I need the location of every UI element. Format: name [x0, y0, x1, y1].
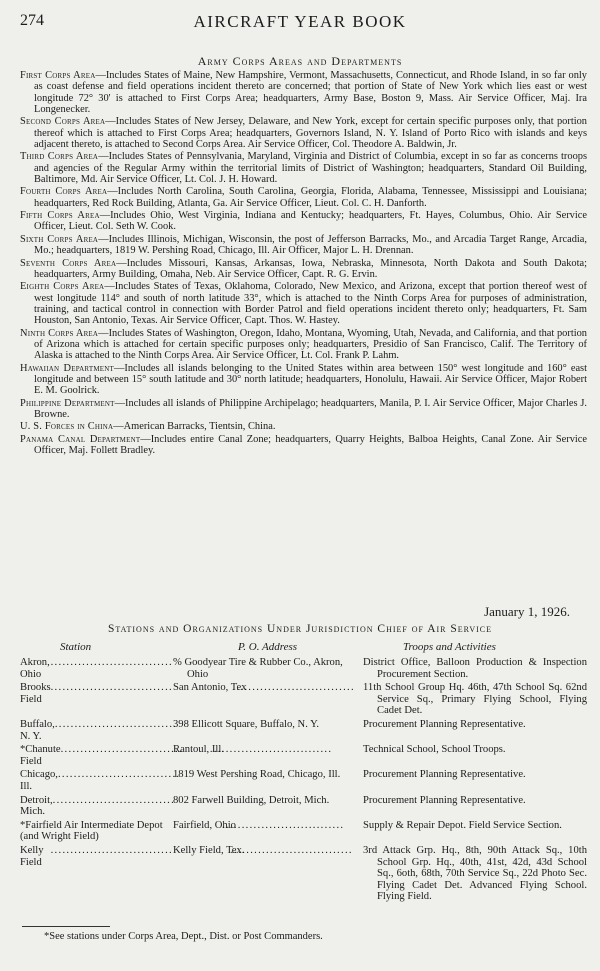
- corps-area-entry: Third Corps Area—Includes States of Pennsylvania, Maryland, Virginia and District of Columbia, except in so far as concerns troops and agencies of the Regular Army within the territorial limits of District of Washington; headquarters, Standard Oil Building, Baltimore, Md. Air Service Officer, Lt. Col. J. H. Howard.: [20, 151, 587, 186]
- section-title-stations: Stations and Organizations Under Jurisdiction Chief of Air Service: [107, 623, 493, 635]
- table-row: Buffalo, N. Y. ............................... 398 Ellicott Square, Buffalo, N. Y. Procurement Planning Representative.: [20, 719, 587, 742]
- station-activities: Supply & Repair Depot. Field Service Section.: [363, 819, 562, 831]
- station-address: 1819 West Pershing Road, Chicago, Ill.: [173, 769, 341, 781]
- running-header: [20, 12, 580, 34]
- station-activities: Procurement Planning Representative.: [363, 769, 526, 781]
- corps-area-entry: Ninth Corps Area—Includes States of Washington, Oregon, Idaho, Montana, Wyoming, Utah, Nevada, and California, and that portion of Arizona which is attached for certain specific purposes only; headquarters, Presidio of San Francisco, Calif. The Territory of Alaska is attached to the Ninth Corps Area. Air Service Officer, Lt. Col. Frank P. Lahm.: [20, 327, 587, 362]
- column-header-station: Station: [60, 641, 92, 653]
- department-entry: Philippine Department—Includes all islands of Philippine Archipelago; headquarters, Manila, P. I. Air Service Officer, Major Charles J. Browne.: [20, 397, 587, 420]
- table-row: Detroit, Mich. ............................... 802 Farwell Building, Detroit, Mich. Procurement Planning Representative.: [20, 795, 587, 818]
- station-activities: Procurement Planning Representative.: [363, 794, 526, 806]
- corps-area-entry: Sixth Corps Area—Includes Illinois, Michigan, Wisconsin, the post of Jefferson Barracks, Mo., and Arcadia Target Range, Arcadia, Mo.; headquarters, 1819 W. Pershing Road, Chicago, Ill. Air Officer, Major L. H. Drennan.: [20, 233, 587, 257]
- table-row: Kelly Field ............................... Kelly Field, Tex. ............................... 3rd Attack Grp. Hq., 8th, 90th Attack Sq., 10th School Grp. Hq., 40th, 41st, 42d, 43d School Sq., 6oth, 68th, 70th Service Sq., 22d Photo Sec. Flying Cadet Det. Advanced Flying School. Flying Field.: [20, 844, 587, 903]
- station-address: Kelly Field, Tex.: [173, 844, 245, 856]
- station-activities: 11th School Group Hq. 46th, 47th School Sq. 62nd Service Sq., Primary Flying School, Flying Cadet Det.: [363, 682, 587, 717]
- table-row: *Fairfield Air Intermediate Depot (and Wright Field) Fairfield, Ohio ............................... Supply & Repair Depot. Field Service Section.: [20, 820, 587, 843]
- corps-area-entry: First Corps Area—Includes States of Maine, New Hampshire, Vermont, Massachusetts, Connecticut, and Rhode Island, in so far only as coast defense and field operations incident thereto are concerned; that portion of State of New York which lies east or west longitude 72° 30' is attached to First Corps Area; headquarters, Army Base, Boston 9, Mass. Air Service Officer, Maj. Ira Longenecker.: [20, 70, 587, 116]
- station-activities: 3rd Attack Grp. Hq., 8th, 90th Attack Sq., 10th School Grp. Hq., 40th, 41st, 42d, 43d School Sq., 6oth, 68th, 70th Service Sq., 22d Photo Sec. Flying Cadet Det. Advanced Flying School. Flying Field.: [363, 844, 587, 903]
- corps-areas-list: [20, 70, 587, 457]
- station-address: % Goodyear Tire & Rubber Co., Akron, Ohio: [173, 657, 343, 680]
- department-entry: U. S. Forces in China—American Barracks, Tientsin, China.: [20, 421, 276, 433]
- page-number: 274: [20, 12, 44, 29]
- station-activities: Procurement Planning Representative.: [363, 718, 526, 730]
- stations-table: [20, 657, 587, 905]
- column-header-troops: Troops and Activities: [403, 641, 496, 653]
- station-address: 398 Ellicott Square, Buffalo, N. Y.: [173, 718, 320, 730]
- corps-area-entry: Seventh Corps Area—Includes Missouri, Kansas, Arkansas, Iowa, Nebraska, Minnesota, North Dakota and South Dakota; headquarters, Army Building, Omaha, Neb. Air Service Officer, Capt. R. G. Ervin.: [20, 257, 587, 280]
- station-name: Kelly Field: [20, 844, 44, 868]
- corps-area-entry: Fifth Corps Area—Includes Ohio, West Virginia, Indiana and Kentucky; headquarters, Ft. Hayes, Columbus, Ohio. Air Service Officer, Lieut. Col. Seth W. Cook.: [20, 210, 587, 233]
- section-title-corps-areas: Army Corps Areas and Departments: [197, 54, 403, 68]
- station-name: Chicago, Ill.: [20, 769, 58, 792]
- station-name: Detroit, Mich.: [20, 794, 53, 818]
- table-row: Brooks Field ............................... San Antonio, Tex ............................... 11th School Group Hq. 46th, 47th School Sq. 62nd Service Sq., Primary Flying School, Flying Cadet Det.: [20, 682, 587, 717]
- table-row: Chicago, Ill. ............................... 1819 West Pershing Road, Chicago, Ill. Procurement Planning Representative.: [20, 769, 587, 792]
- column-header-address: P. O. Address: [238, 641, 298, 653]
- corps-area-entry: Fourth Corps Area—Includes North Carolina, South Carolina, Georgia, Florida, Alabama, Tennessee, Mississippi and Louisiana; headquarters, Red Rock Building, Atlanta, Ga. Air Service Officer, Lieut. Col. C. H. Danforth.: [20, 186, 587, 209]
- station-name: Akron, Ohio: [20, 657, 50, 680]
- station-address: Rantoul, Ill.: [173, 744, 224, 756]
- corps-area-entry: Eighth Corps Area—Includes States of Texas, Oklahoma, Colorado, New Mexico, and Arizona, except that portion thereof west of west longitude 114° and south of north latitude 33°, which is attached to the Ninth Corps Area for purposes of administration, training, and tactical control in connection with Border Patrol and field operations incident thereto only; headquarters, Ft. Sam Houston, San Antonio, Texas. Air Service Officer, Capt. Thos. W. Hastey.: [20, 281, 587, 327]
- footnote: *See stations under Corps Area, Dept., Dist. or Post Commanders.: [44, 931, 323, 942]
- station-name: *Fairfield Air Intermediate Depot (and Wright Field): [20, 819, 163, 843]
- date-line: January 1, 1926.: [484, 604, 570, 619]
- station-activities: Technical School, School Troops.: [363, 744, 506, 756]
- station-name: Brooks Field: [20, 682, 51, 705]
- table-row: Akron, Ohio ............................... % Goodyear Tire & Rubber Co., Akron, Ohio District Office, Balloon Production & Inspection Procurement Section.: [20, 657, 587, 680]
- station-address: San Antonio, Tex: [173, 682, 247, 694]
- department-entry: Hawaiian Department—Includes all islands belonging to the United States within area between 150° west longitude and 160° east longitude and between 15° south latitude and 30° north latitude; headquarters, Honolulu, Hawaii. Air Service Officer, Major Robert E. M. Goolrick.: [20, 362, 587, 397]
- station-name: *Chanute Field: [20, 744, 61, 767]
- station-address: Fairfield, Ohio: [173, 819, 236, 831]
- corps-area-entry: Second Corps Area—Includes States of New Jersey, Delaware, and New York, except for certain specific purposes only, that portion thereof which is attached to First Corps Area; headquarters, Governors Island, N. Y. Island of Porto Rico with islands and keys adjacent thereto, is attached to Second Corps Area. Air Service Officer, Col. Theodore A. Baldwin, Jr.: [20, 116, 588, 151]
- running-title: AIRCRAFT YEAR BOOK: [193, 12, 407, 31]
- department-entry: Panama Canal Department—Includes entire Canal Zone; headquarters, Quarry Heights, Balboa Heights, Canal Zone. Air Service Officer, Maj. Follett Bradley.: [20, 433, 587, 456]
- table-row: *Chanute Field ............................... Rantoul, Ill. ............................... Technical School, School Troops.: [20, 744, 587, 767]
- station-activities: District Office, Balloon Production & Inspection Procurement Section.: [363, 657, 587, 680]
- footnote-rule: [22, 926, 110, 927]
- station-name: Buffalo, N. Y.: [20, 718, 55, 742]
- station-address: 802 Farwell Building, Detroit, Mich.: [173, 794, 330, 806]
